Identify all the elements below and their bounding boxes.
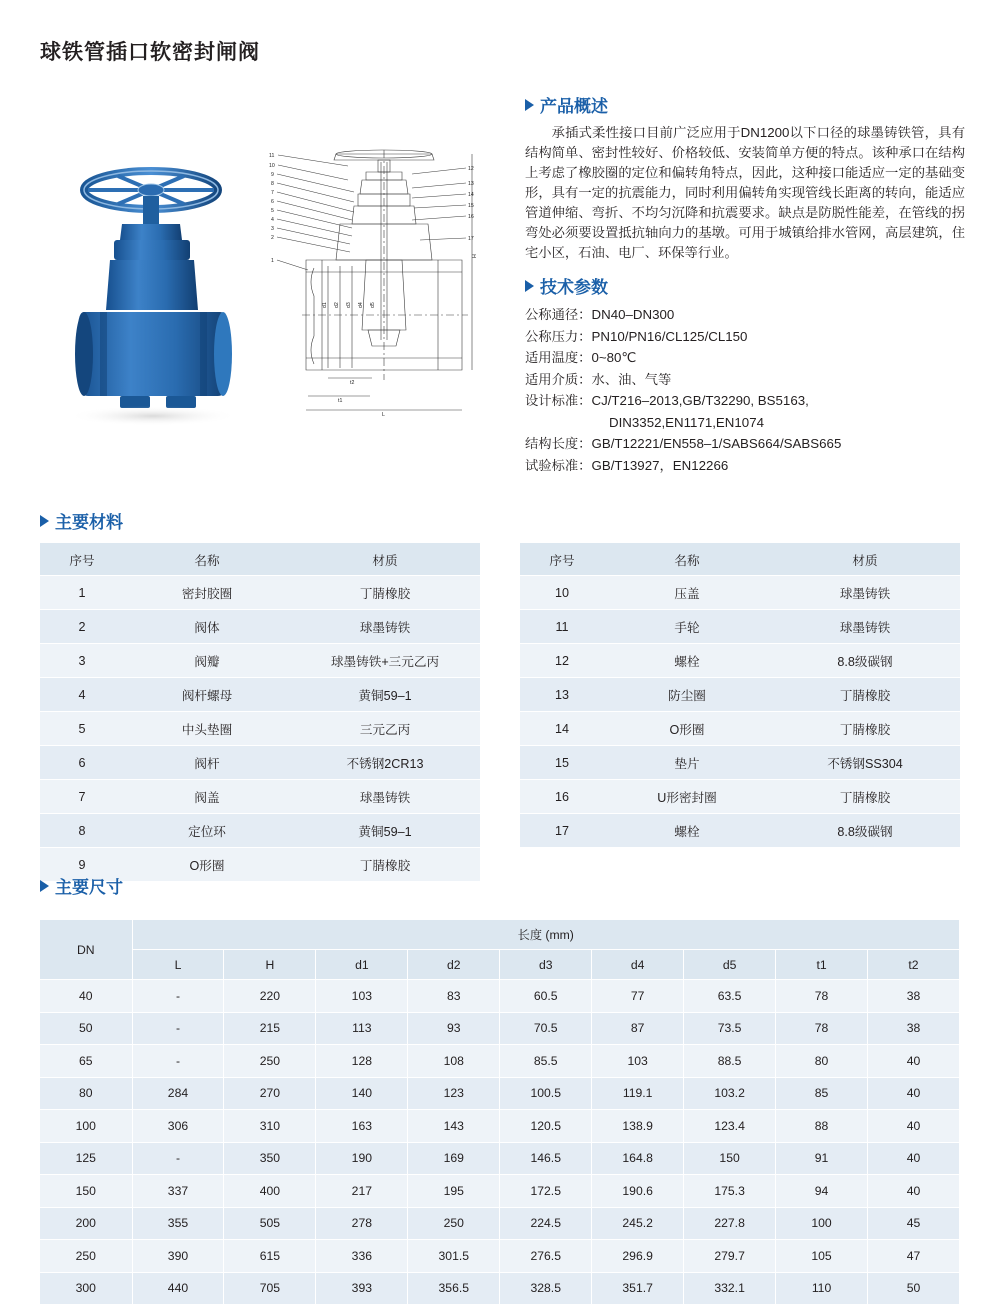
cell-name: 阀瓣 bbox=[124, 644, 290, 678]
cell-name: 防尘圈 bbox=[604, 678, 770, 712]
cell-H: 250 bbox=[224, 1045, 316, 1078]
cell-L: - bbox=[132, 1142, 224, 1175]
table-row bbox=[40, 1142, 960, 1175]
table-row bbox=[40, 610, 480, 644]
cell-dn: 50 bbox=[40, 1012, 132, 1045]
cell-name: 阀杆 bbox=[124, 746, 290, 780]
cell-index: 12 bbox=[520, 644, 604, 678]
cell-index: 6 bbox=[40, 746, 124, 780]
table-row bbox=[40, 712, 480, 746]
cell-d1: 113 bbox=[316, 1012, 408, 1045]
cell-d5: 150 bbox=[684, 1142, 776, 1175]
cell-d2: 301.5 bbox=[408, 1240, 500, 1273]
cell-d2: 93 bbox=[408, 1012, 500, 1045]
cell-d1: 140 bbox=[316, 1077, 408, 1110]
col-header-index: 序号 bbox=[40, 543, 124, 576]
table-row bbox=[40, 678, 480, 712]
cell-d3: 146.5 bbox=[500, 1142, 592, 1175]
col-header-L: L bbox=[132, 950, 224, 980]
cell-t2: 47 bbox=[868, 1240, 960, 1273]
spec-row bbox=[525, 326, 965, 348]
cell-d5: 227.8 bbox=[684, 1207, 776, 1240]
cell-index: 1 bbox=[40, 576, 124, 610]
dimension-heading bbox=[40, 873, 123, 898]
spec-label: 适用温度： bbox=[525, 350, 592, 365]
cell-t2: 40 bbox=[868, 1142, 960, 1175]
cell-d3: 120.5 bbox=[500, 1110, 592, 1143]
cell-name: 压盖 bbox=[604, 576, 770, 610]
table-row bbox=[40, 644, 480, 678]
cell-t2: 50 bbox=[868, 1272, 960, 1305]
cell-material: 黄铜59–1 bbox=[290, 678, 480, 712]
svg-text:d4: d4 bbox=[358, 302, 364, 308]
table-row bbox=[40, 1175, 960, 1208]
cell-t2: 38 bbox=[868, 980, 960, 1013]
svg-text:d1: d1 bbox=[322, 302, 328, 308]
svg-text:3: 3 bbox=[271, 226, 274, 232]
cell-L: 306 bbox=[132, 1110, 224, 1143]
cell-H: 310 bbox=[224, 1110, 316, 1143]
col-header-d3: d3 bbox=[500, 950, 592, 980]
svg-text:7: 7 bbox=[271, 190, 274, 196]
table-row bbox=[520, 746, 960, 780]
cell-d1: 278 bbox=[316, 1207, 408, 1240]
col-header-material: 材质 bbox=[770, 543, 960, 576]
cell-name: 密封胶圈 bbox=[124, 576, 290, 610]
col-header-t2: t2 bbox=[868, 950, 960, 980]
cell-t2: 38 bbox=[868, 1012, 960, 1045]
material-table-right bbox=[520, 543, 960, 848]
cell-material: 不锈钢SS304 bbox=[770, 746, 960, 780]
cell-d4: 245.2 bbox=[592, 1207, 684, 1240]
cell-name: O形圈 bbox=[604, 712, 770, 746]
cell-index: 15 bbox=[520, 746, 604, 780]
cell-index: 8 bbox=[40, 814, 124, 848]
cell-d5: 88.5 bbox=[684, 1045, 776, 1078]
cell-d4: 77 bbox=[592, 980, 684, 1013]
svg-text:16: 16 bbox=[468, 214, 474, 220]
cell-L: 355 bbox=[132, 1207, 224, 1240]
triangle-bullet-icon bbox=[40, 515, 49, 527]
spec-row bbox=[525, 433, 965, 455]
cell-d2: 250 bbox=[408, 1207, 500, 1240]
cell-dn: 300 bbox=[40, 1272, 132, 1305]
cell-d4: 119.1 bbox=[592, 1077, 684, 1110]
triangle-bullet-icon bbox=[40, 880, 49, 892]
cell-index: 9 bbox=[40, 848, 124, 882]
cell-H: 705 bbox=[224, 1272, 316, 1305]
cell-L: - bbox=[132, 980, 224, 1013]
cell-material: 丁腈橡胶 bbox=[770, 780, 960, 814]
table-row bbox=[40, 1012, 960, 1045]
cell-d1: 103 bbox=[316, 980, 408, 1013]
cell-L: 440 bbox=[132, 1272, 224, 1305]
spec-label: 设计标准： bbox=[525, 393, 592, 408]
cell-L: 390 bbox=[132, 1240, 224, 1273]
right-text-column bbox=[525, 92, 965, 476]
spec-value: DN40–DN300 bbox=[591, 307, 675, 322]
spec-value: GB/T12221/EN558–1/SABS664/SABS665 bbox=[591, 436, 842, 451]
cell-material: 丁腈橡胶 bbox=[290, 848, 480, 882]
cell-d2: 169 bbox=[408, 1142, 500, 1175]
cell-d5: 175.3 bbox=[684, 1175, 776, 1208]
svg-text:L: L bbox=[382, 412, 385, 418]
cell-d4: 351.7 bbox=[592, 1272, 684, 1305]
spec-value: 0~80℃ bbox=[591, 350, 637, 365]
cell-L: 284 bbox=[132, 1077, 224, 1110]
svg-text:10: 10 bbox=[269, 163, 275, 169]
spec-value: GB/T13927，EN12266 bbox=[591, 457, 729, 473]
dimension-heading-label: 主要尺寸 bbox=[55, 878, 123, 897]
cell-t1: 105 bbox=[776, 1240, 868, 1273]
cell-t2: 45 bbox=[868, 1207, 960, 1240]
cell-t1: 91 bbox=[776, 1142, 868, 1175]
cell-name: 垫片 bbox=[604, 746, 770, 780]
cell-d5: 279.7 bbox=[684, 1240, 776, 1273]
cell-d3: 100.5 bbox=[500, 1077, 592, 1110]
cell-index: 14 bbox=[520, 712, 604, 746]
cell-H: 505 bbox=[224, 1207, 316, 1240]
cell-d2: 83 bbox=[408, 980, 500, 1013]
table-row bbox=[520, 678, 960, 712]
cell-name: 中头垫圈 bbox=[124, 712, 290, 746]
svg-text:8: 8 bbox=[271, 181, 274, 187]
cell-d2: 108 bbox=[408, 1045, 500, 1078]
cell-d1: 336 bbox=[316, 1240, 408, 1273]
cell-d1: 190 bbox=[316, 1142, 408, 1175]
col-header-t1: t1 bbox=[776, 950, 868, 980]
svg-text:15: 15 bbox=[468, 203, 474, 209]
svg-text:1: 1 bbox=[271, 258, 274, 264]
svg-text:t1: t1 bbox=[338, 398, 343, 404]
spec-value: PN10/PN16/CL125/CL150 bbox=[591, 328, 748, 344]
spec-row bbox=[525, 304, 965, 326]
svg-text:5: 5 bbox=[271, 208, 274, 214]
col-header-dn: DN bbox=[40, 920, 132, 980]
cell-name: U形密封圈 bbox=[604, 780, 770, 814]
page-title: 球铁管插口软密封闸阀 bbox=[40, 41, 260, 64]
svg-text:d3: d3 bbox=[346, 302, 352, 308]
table-row bbox=[40, 780, 480, 814]
cell-d4: 103 bbox=[592, 1045, 684, 1078]
table-header-row-sub bbox=[40, 950, 960, 980]
svg-text:t2: t2 bbox=[350, 380, 355, 386]
cell-d3: 224.5 bbox=[500, 1207, 592, 1240]
technical-drawing bbox=[262, 140, 492, 430]
cell-d5: 63.5 bbox=[684, 980, 776, 1013]
table-row bbox=[40, 980, 960, 1013]
cell-dn: 65 bbox=[40, 1045, 132, 1078]
cell-material: 8.8级碳钢 bbox=[770, 644, 960, 678]
cell-t2: 40 bbox=[868, 1045, 960, 1078]
cell-L: 337 bbox=[132, 1175, 224, 1208]
spec-row bbox=[525, 369, 965, 391]
spec-label: 公称通径： bbox=[525, 307, 592, 322]
cell-index: 4 bbox=[40, 678, 124, 712]
cell-t2: 40 bbox=[868, 1175, 960, 1208]
cell-H: 350 bbox=[224, 1142, 316, 1175]
overview-heading-label: 产品概述 bbox=[540, 97, 608, 116]
cell-d1: 128 bbox=[316, 1045, 408, 1078]
cell-d4: 138.9 bbox=[592, 1110, 684, 1143]
spec-row bbox=[525, 390, 965, 412]
cell-H: 215 bbox=[224, 1012, 316, 1045]
svg-text:11: 11 bbox=[269, 153, 275, 159]
cell-d1: 217 bbox=[316, 1175, 408, 1208]
cell-d1: 393 bbox=[316, 1272, 408, 1305]
cell-index: 2 bbox=[40, 610, 124, 644]
cell-L: - bbox=[132, 1045, 224, 1078]
svg-text:14: 14 bbox=[468, 192, 474, 198]
cell-t1: 110 bbox=[776, 1272, 868, 1305]
col-header-d5: d5 bbox=[684, 950, 776, 980]
svg-text:2: 2 bbox=[271, 235, 274, 241]
table-row bbox=[520, 780, 960, 814]
cell-dn: 100 bbox=[40, 1110, 132, 1143]
cell-name: O形圈 bbox=[124, 848, 290, 882]
spec-label: 适用介质： bbox=[525, 371, 592, 387]
triangle-bullet-icon bbox=[525, 280, 534, 292]
table-row bbox=[520, 610, 960, 644]
cell-H: 400 bbox=[224, 1175, 316, 1208]
spec-label: 结构长度： bbox=[525, 436, 592, 451]
overview-text: 承插式柔性接口目前广泛应用于DN1200以下口径的球墨铸铁管，具有结构简单、密封性较好、价格较低、安装简单方便的特点。该种承口在结构上考虑了橡胶圈的定位和偏转角特点，因此，这种接口能适应一定的基础变形，具有一定的抗震能力，同时利用偏转角实现管线长距离的转向，能适应管道伸缩、弯折、不均匀沉降和抗震要求。缺点是防脱性能差，在管线的拐弯处必须要设置抵抗轴向力的基墩。可用于城镇给排水管网，高层建筑，住宅小区，石油、电厂、环保等行业。 bbox=[525, 125, 965, 260]
cell-name: 阀体 bbox=[124, 610, 290, 644]
cell-material: 黄铜59–1 bbox=[290, 814, 480, 848]
cell-d5: 103.2 bbox=[684, 1077, 776, 1110]
col-header-material: 材质 bbox=[290, 543, 480, 576]
cell-d1: 163 bbox=[316, 1110, 408, 1143]
triangle-bullet-icon bbox=[525, 99, 534, 111]
cell-t1: 94 bbox=[776, 1175, 868, 1208]
cell-d3: 276.5 bbox=[500, 1240, 592, 1273]
spec-label: 试验标准： bbox=[525, 457, 592, 473]
cell-material: 球墨铸铁 bbox=[770, 576, 960, 610]
dimension-table bbox=[40, 920, 960, 1305]
cell-index: 13 bbox=[520, 678, 604, 712]
cell-d3: 60.5 bbox=[500, 980, 592, 1013]
table-row bbox=[40, 576, 480, 610]
cell-material: 8.8级碳钢 bbox=[770, 814, 960, 848]
svg-text:9: 9 bbox=[271, 172, 274, 178]
cell-d4: 296.9 bbox=[592, 1240, 684, 1273]
cell-dn: 40 bbox=[40, 980, 132, 1013]
cell-t1: 100 bbox=[776, 1207, 868, 1240]
svg-text:H: H bbox=[472, 254, 478, 258]
svg-text:d5: d5 bbox=[370, 302, 376, 308]
tech-heading-label: 技术参数 bbox=[540, 278, 608, 297]
cell-d5: 123.4 bbox=[684, 1110, 776, 1143]
cell-d2: 195 bbox=[408, 1175, 500, 1208]
col-header-d4: d4 bbox=[592, 950, 684, 980]
overview-heading bbox=[525, 92, 965, 117]
svg-text:13: 13 bbox=[468, 181, 474, 187]
cell-d2: 143 bbox=[408, 1110, 500, 1143]
material-table-left bbox=[40, 543, 480, 882]
cell-d2: 123 bbox=[408, 1077, 500, 1110]
cell-d4: 87 bbox=[592, 1012, 684, 1045]
cell-dn: 200 bbox=[40, 1207, 132, 1240]
cell-t1: 78 bbox=[776, 980, 868, 1013]
cell-L: - bbox=[132, 1012, 224, 1045]
cell-dn: 80 bbox=[40, 1077, 132, 1110]
cell-index: 3 bbox=[40, 644, 124, 678]
cell-H: 270 bbox=[224, 1077, 316, 1110]
cell-dn: 125 bbox=[40, 1142, 132, 1175]
cell-d3: 70.5 bbox=[500, 1012, 592, 1045]
table-row bbox=[520, 712, 960, 746]
cell-name: 定位环 bbox=[124, 814, 290, 848]
table-row bbox=[40, 1110, 960, 1143]
svg-text:d2: d2 bbox=[334, 302, 340, 308]
svg-text:6: 6 bbox=[271, 199, 274, 205]
cell-index: 5 bbox=[40, 712, 124, 746]
cell-material: 丁腈橡胶 bbox=[290, 576, 480, 610]
material-heading-label: 主要材料 bbox=[55, 513, 123, 532]
cell-index: 10 bbox=[520, 576, 604, 610]
cell-H: 220 bbox=[224, 980, 316, 1013]
col-header-name: 名称 bbox=[124, 543, 290, 576]
col-header-d1: d1 bbox=[316, 950, 408, 980]
cell-t2: 40 bbox=[868, 1077, 960, 1110]
col-header-d2: d2 bbox=[408, 950, 500, 980]
table-header-row bbox=[40, 543, 480, 576]
table-row bbox=[40, 1207, 960, 1240]
cell-index: 16 bbox=[520, 780, 604, 814]
cell-name: 螺栓 bbox=[604, 644, 770, 678]
spec-value: CJ/T216–2013,GB/T32290, BS5163, bbox=[591, 393, 809, 408]
svg-text:17: 17 bbox=[468, 236, 474, 242]
cell-t2: 40 bbox=[868, 1110, 960, 1143]
col-header-index: 序号 bbox=[520, 543, 604, 576]
spec-value: DIN3352,EN1171,EN1074 bbox=[609, 414, 764, 430]
cell-t1: 85 bbox=[776, 1077, 868, 1110]
cell-name: 阀盖 bbox=[124, 780, 290, 814]
cell-d2: 356.5 bbox=[408, 1272, 500, 1305]
svg-text:12: 12 bbox=[468, 166, 474, 172]
cell-d4: 164.8 bbox=[592, 1142, 684, 1175]
cell-index: 17 bbox=[520, 814, 604, 848]
cell-t1: 80 bbox=[776, 1045, 868, 1078]
spec-label: 公称压力： bbox=[525, 328, 592, 344]
cell-dn: 250 bbox=[40, 1240, 132, 1273]
tech-heading bbox=[525, 273, 965, 298]
table-header-row-group bbox=[40, 920, 960, 950]
cell-index: 7 bbox=[40, 780, 124, 814]
table-header-row bbox=[520, 543, 960, 576]
table-row bbox=[520, 814, 960, 848]
cell-d3: 85.5 bbox=[500, 1045, 592, 1078]
cell-name: 阀杆螺母 bbox=[124, 678, 290, 712]
cell-d3: 328.5 bbox=[500, 1272, 592, 1305]
spec-row-continuation bbox=[525, 412, 965, 434]
svg-text:4: 4 bbox=[271, 217, 274, 223]
cell-t1: 78 bbox=[776, 1012, 868, 1045]
cell-material: 球墨铸铁 bbox=[770, 610, 960, 644]
table-row bbox=[520, 644, 960, 678]
spec-row bbox=[525, 347, 965, 369]
tech-params-list bbox=[525, 304, 965, 476]
col-header-H: H bbox=[224, 950, 316, 980]
cell-name: 螺栓 bbox=[604, 814, 770, 848]
table-row bbox=[520, 576, 960, 610]
cell-d5: 332.1 bbox=[684, 1272, 776, 1305]
table-row bbox=[40, 1272, 960, 1305]
cell-d4: 190.6 bbox=[592, 1175, 684, 1208]
cell-material: 球墨铸铁 bbox=[290, 610, 480, 644]
cell-d3: 172.5 bbox=[500, 1175, 592, 1208]
table-row bbox=[40, 814, 480, 848]
material-heading bbox=[40, 508, 123, 533]
cell-material: 三元乙丙 bbox=[290, 712, 480, 746]
col-header-name: 名称 bbox=[604, 543, 770, 576]
cell-material: 丁腈橡胶 bbox=[770, 712, 960, 746]
spec-value: 水、油、气等 bbox=[591, 371, 672, 387]
cell-material: 丁腈橡胶 bbox=[770, 678, 960, 712]
cell-H: 615 bbox=[224, 1240, 316, 1273]
table-row bbox=[40, 746, 480, 780]
table-row bbox=[40, 1077, 960, 1110]
cell-name: 手轮 bbox=[604, 610, 770, 644]
cell-index: 11 bbox=[520, 610, 604, 644]
cell-dn: 150 bbox=[40, 1175, 132, 1208]
product-photo bbox=[48, 140, 258, 430]
col-header-length-group: 长度 (mm) bbox=[132, 920, 960, 950]
table-row bbox=[40, 1240, 960, 1273]
cell-material: 球墨铸铁+三元乙丙 bbox=[290, 644, 480, 678]
cell-material: 球墨铸铁 bbox=[290, 780, 480, 814]
cell-d5: 73.5 bbox=[684, 1012, 776, 1045]
cell-t1: 88 bbox=[776, 1110, 868, 1143]
spec-row bbox=[525, 455, 965, 477]
cell-material: 不锈钢2CR13 bbox=[290, 746, 480, 780]
table-row bbox=[40, 1045, 960, 1078]
